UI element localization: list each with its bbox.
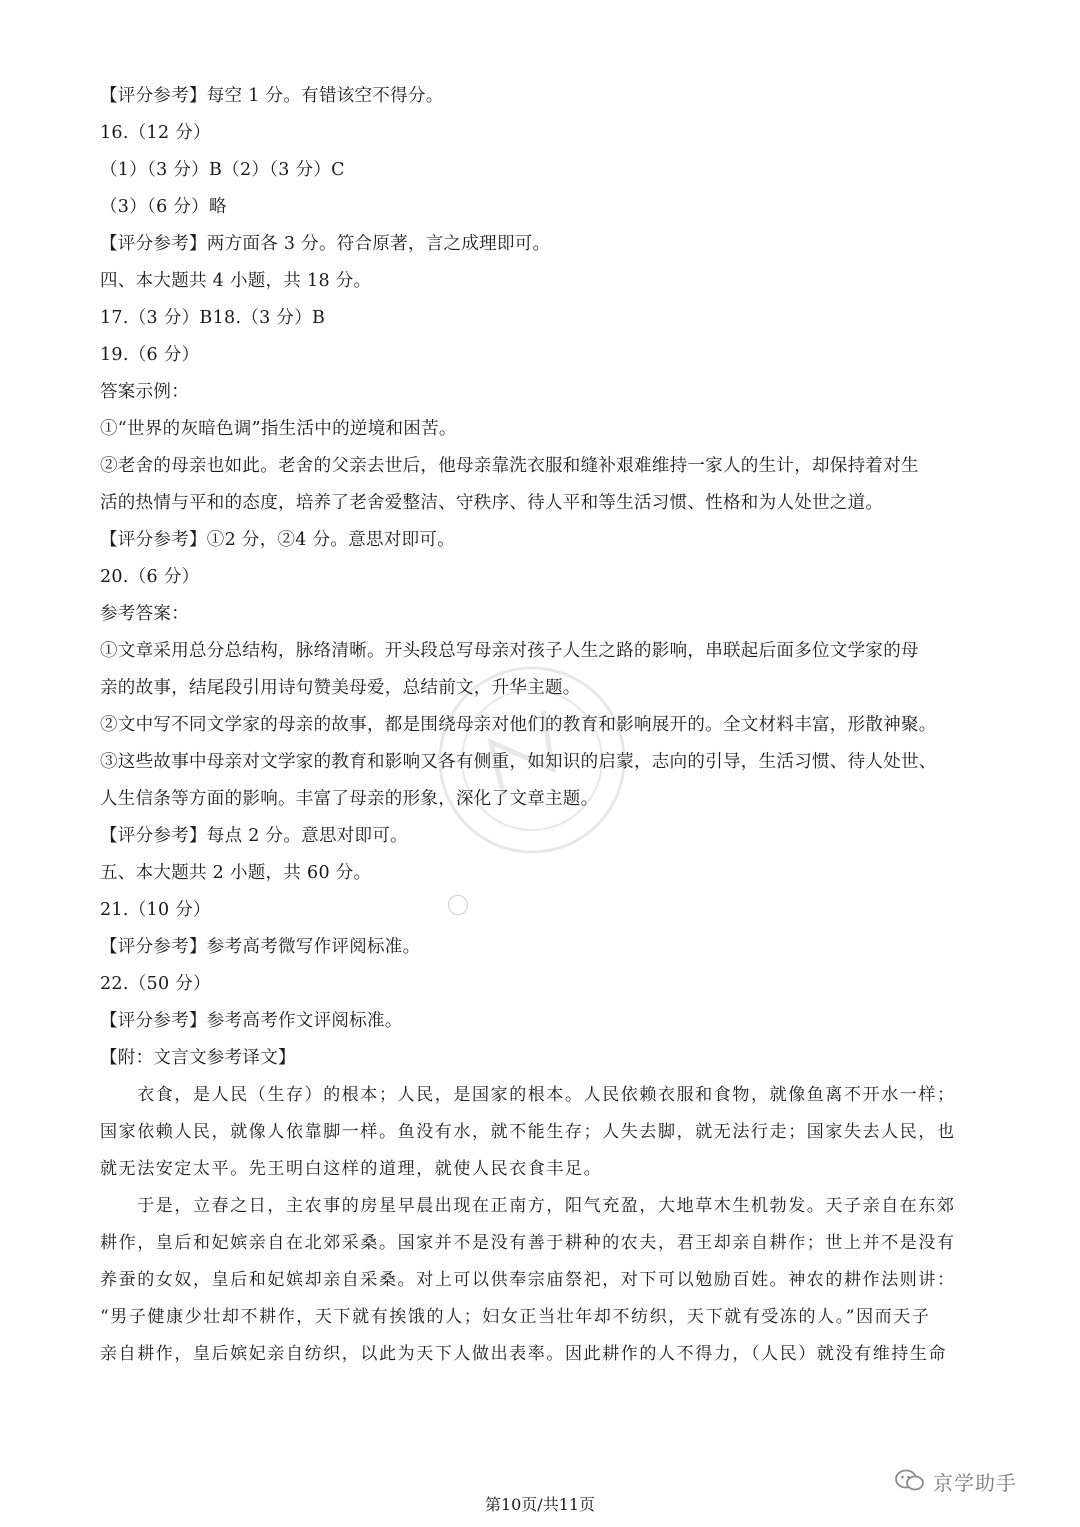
text-line: ①文章采用总分总结构，脉络清晰。开头段总写母亲对孩子人生之路的影响，串联起后面多位文学家的母 (100, 641, 919, 661)
section-heading: 五、本大题共 2 小题，共 60 分。 (100, 863, 372, 883)
translation-line: 亲自耕作，皇后嫔妃亲自纺织，以此为天下人做出表率。因此耕作的人不得力，（人民）就没有维持生命 (100, 1344, 948, 1364)
appendix-heading: 【附：文言文参考译文】 (100, 1048, 296, 1068)
translation-line: “男子健康少壮却不耕作，天下就有挨饿的人；妇女正当壮年却不纺织，天下就有受冻的人。”因而天子 (100, 1307, 931, 1327)
watermark-ring (448, 895, 468, 915)
translation-line: 就无法安定太平。先王明白这样的道理，就使人民衣食丰足。 (100, 1159, 603, 1179)
text-line: ②文中写不同文学家的母亲的故事，都是围绕母亲对他们的教育和影响展开的。全文材料丰富，形散神聚。 (100, 715, 937, 735)
text-line: 22.（50 分） (100, 974, 211, 994)
text-line: 答案示例： (100, 382, 189, 402)
text-line: ③这些故事中母亲对文学家的教育和影响又各有侧重，如知识的启蒙，志向的引导，生活习惯、待人处世、 (100, 752, 937, 772)
text-line: 【评分参考】参考高考作文评阅标准。 (100, 1011, 403, 1031)
text-line: 【评分参考】每空 1 分。有错该空不得分。 (100, 86, 444, 106)
text-line: 人生信条等方面的影响。丰富了母亲的形象，深化了文章主题。 (100, 789, 599, 809)
chat-bubble-icon (895, 1468, 925, 1494)
section-heading: 四、本大题共 4 小题，共 18 分。 (100, 271, 372, 291)
translation-line: 国家依赖人民，就像人依靠脚一样。鱼没有水，就不能生存；人失去脚，就无法行走；国家失去人民，也 (100, 1122, 956, 1142)
translation-line: 养蚕的女奴，皇后和妃嫔却亲自采桑。对上可以供奉宗庙祭祀，对下可以勉励百姓。神农的耕作法则讲： (100, 1270, 956, 1290)
watermark-brand: 京学助手 (933, 1470, 1017, 1495)
translation-line: 耕作，皇后和妃嫔亲自在北郊采桑。国家并不是没有善于耕种的农夫，君王却亲自耕作；世上并不是没有 (100, 1233, 956, 1253)
text-line: 【评分参考】每点 2 分。意思对即可。 (100, 826, 408, 846)
text-line: 亲的故事，结尾段引用诗句赞美母爱，总结前文，升华主题。 (100, 678, 581, 698)
text-line: 【评分参考】①2 分，②4 分。意思对即可。 (100, 530, 455, 550)
text-line: 19.（6 分） (100, 345, 200, 365)
text-line: 参考答案： (100, 604, 189, 624)
text-line: （1）（3 分）B（2）（3 分）C (100, 160, 345, 180)
page-footer: 第10页/共11页 (484, 1495, 596, 1514)
translation-line: 于是，立春之日，主农事的房星早晨出现在正南方，阳气充盈，大地草木生机勃发。天子亲自在东郊 (100, 1196, 956, 1216)
text-line: 活的热情与平和的态度，培养了老舍爱整洁、守秩序、待人平和等生活习惯、性格和为人处世之道。 (100, 493, 884, 513)
translation-line: 衣食，是人民（生存）的根本；人民，是国家的根本。人民依赖衣服和食物，就像鱼离不开水一样； (100, 1085, 956, 1105)
text-line: ②老舍的母亲也如此。老舍的父亲去世后，他母亲靠洗衣服和缝补艰难维持一家人的生计，却保持着对生 (100, 456, 919, 476)
text-line: ①“世界的灰暗色调”指生活中的逆境和困苦。 (100, 419, 457, 439)
text-line: 20.（6 分） (100, 567, 200, 587)
text-line: 21.（10 分） (100, 900, 211, 920)
text-line: 17.（3 分）B18.（3 分）B (100, 308, 326, 328)
watermark-stamp (432, 660, 632, 860)
text-line: 16.（12 分） (100, 123, 211, 143)
text-line: 【评分参考】两方面各 3 分。符合原著，言之成理即可。 (100, 234, 551, 254)
text-line: 【评分参考】参考高考微写作评阅标准。 (100, 937, 421, 957)
text-line: （3）（6 分）略 (100, 197, 227, 217)
